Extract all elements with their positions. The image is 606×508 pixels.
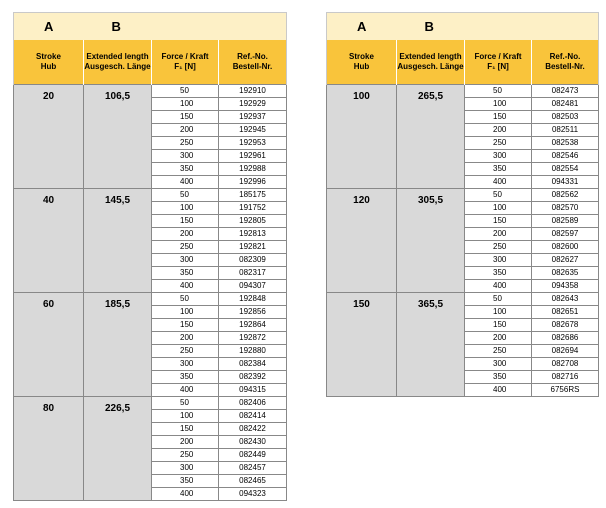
force-value: 350 [152, 475, 219, 488]
extended-length-value: 185,5 [84, 293, 152, 397]
table-row [14, 85, 287, 98]
ref-no-value: 082708 [532, 358, 599, 371]
force-value: 250 [152, 241, 219, 254]
table-row [14, 189, 287, 202]
ref-no-value: 094331 [532, 176, 599, 189]
ref-no-header-de: Bestell-Nr. [232, 62, 273, 71]
extended-length-header-de: Ausgesch. Länge [397, 62, 464, 71]
ref-no-value: 192945 [219, 124, 287, 137]
force-value: 400 [465, 280, 532, 293]
force-value: 50 [465, 85, 532, 98]
force-value: 50 [465, 189, 532, 202]
column-letter-b: B [397, 13, 465, 41]
force-value: 300 [152, 254, 219, 267]
force-value: 300 [152, 462, 219, 475]
ref-no-value: 082430 [219, 436, 287, 449]
ref-no-value: 082465 [219, 475, 287, 488]
stroke-header-de: Hub [40, 62, 57, 71]
force-value: 150 [152, 111, 219, 124]
force-value: 150 [465, 319, 532, 332]
ref-no-value: 192864 [219, 319, 287, 332]
ref-no-value: 082678 [532, 319, 599, 332]
force-value: 100 [152, 202, 219, 215]
force-value: 350 [152, 267, 219, 280]
force-value: 150 [465, 111, 532, 124]
stroke-header-en: Stroke [36, 52, 61, 61]
force-header-de: F₁ [N] [174, 62, 196, 71]
force-value: 150 [152, 215, 219, 228]
force-value: 50 [152, 293, 219, 306]
ref-no-value: 082503 [532, 111, 599, 124]
ab-header-spacer [465, 13, 599, 41]
ref-no-header [532, 40, 599, 85]
ref-no-value: 094323 [219, 488, 287, 501]
stroke-value: 60 [14, 293, 84, 397]
stroke-value: 150 [327, 293, 397, 397]
ref-no-value: 192910 [219, 85, 287, 98]
ref-no-value: 192961 [219, 150, 287, 163]
ref-no-value: 192848 [219, 293, 287, 306]
force-value: 150 [152, 423, 219, 436]
stroke-header-en: Stroke [349, 52, 374, 61]
ref-no-value: 192929 [219, 98, 287, 111]
force-value: 250 [152, 345, 219, 358]
extended-length-header-de: Ausgesch. Länge [84, 62, 151, 71]
ref-no-value: 082317 [219, 267, 287, 280]
extended-length-value: 145,5 [84, 189, 152, 293]
force-value: 350 [152, 371, 219, 384]
force-header-de: F₁ [N] [487, 62, 509, 71]
ref-no-value: 192996 [219, 176, 287, 189]
stroke-value: 80 [14, 397, 84, 501]
ref-no-value: 082643 [532, 293, 599, 306]
ref-no-value: 082511 [532, 124, 599, 137]
force-value: 150 [152, 319, 219, 332]
extended-length-value: 226,5 [84, 397, 152, 501]
ref-no-value: 192805 [219, 215, 287, 228]
force-value: 350 [152, 163, 219, 176]
ref-no-value: 082422 [219, 423, 287, 436]
force-value: 400 [465, 384, 532, 397]
force-value: 50 [465, 293, 532, 306]
force-value: 350 [465, 371, 532, 384]
ref-no-value: 192856 [219, 306, 287, 319]
force-value: 300 [465, 150, 532, 163]
column-header-row [327, 40, 599, 85]
force-value: 400 [152, 176, 219, 189]
ref-no-value: 082538 [532, 137, 599, 150]
force-value: 250 [465, 137, 532, 150]
table-row [14, 293, 287, 306]
force-value: 250 [152, 449, 219, 462]
ref-no-value: 082600 [532, 241, 599, 254]
force-header-en: Force / Kraft [161, 52, 209, 61]
extended-length-header-en: Extended length [399, 52, 462, 61]
force-value: 300 [465, 254, 532, 267]
ab-header-row [327, 13, 599, 41]
column-letter-a: A [14, 13, 84, 41]
ref-no-value: 082546 [532, 150, 599, 163]
extended-length-value: 265,5 [397, 85, 465, 189]
force-value: 100 [465, 306, 532, 319]
ref-no-value: 094358 [532, 280, 599, 293]
force-value: 100 [465, 202, 532, 215]
extended-length-header [397, 40, 465, 85]
ref-no-header [219, 40, 287, 85]
ref-no-value: 192988 [219, 163, 287, 176]
force-value: 400 [152, 488, 219, 501]
extended-length-value: 106,5 [84, 85, 152, 189]
force-value: 50 [152, 189, 219, 202]
ref-no-header-de: Bestell-Nr. [545, 62, 585, 71]
ref-no-value: 192937 [219, 111, 287, 124]
stroke-value: 120 [327, 189, 397, 293]
stroke-header [14, 40, 84, 85]
ref-no-value: 094307 [219, 280, 287, 293]
force-header [465, 40, 532, 85]
ref-no-value: 082392 [219, 371, 287, 384]
ref-no-value: 082406 [219, 397, 287, 410]
ref-no-value: 082473 [532, 85, 599, 98]
table-row [14, 397, 287, 410]
force-value: 200 [152, 332, 219, 345]
ref-no-value: 191752 [219, 202, 287, 215]
ref-no-value: 192953 [219, 137, 287, 150]
force-value: 250 [152, 137, 219, 150]
ref-no-value: 082384 [219, 358, 287, 371]
spec-table-right [326, 12, 599, 397]
table-row [327, 293, 599, 306]
ref-no-value: 082635 [532, 267, 599, 280]
ref-no-value: 094315 [219, 384, 287, 397]
stroke-value: 40 [14, 189, 84, 293]
force-value: 400 [465, 176, 532, 189]
force-value: 250 [465, 241, 532, 254]
force-value: 200 [465, 228, 532, 241]
ab-header-row [14, 13, 287, 41]
ref-no-value: 082589 [532, 215, 599, 228]
stroke-header [327, 40, 397, 85]
force-value: 100 [152, 306, 219, 319]
force-value: 150 [465, 215, 532, 228]
ref-no-header-en: Ref.-No. [549, 52, 581, 61]
force-value: 100 [465, 98, 532, 111]
column-letter-a: A [327, 13, 397, 41]
force-value: 200 [465, 332, 532, 345]
force-value: 300 [465, 358, 532, 371]
extended-length-value: 365,5 [397, 293, 465, 397]
force-value: 50 [152, 85, 219, 98]
ref-no-header-en: Ref.-No. [237, 52, 268, 61]
table-row [327, 85, 599, 98]
force-value: 300 [152, 150, 219, 163]
force-value: 350 [465, 163, 532, 176]
ref-no-value: 082686 [532, 332, 599, 345]
force-value: 200 [152, 436, 219, 449]
force-value: 250 [465, 345, 532, 358]
force-value: 100 [152, 410, 219, 423]
ref-no-value: 082481 [532, 98, 599, 111]
column-letter-b: B [84, 13, 152, 41]
ref-no-value: 082716 [532, 371, 599, 384]
force-value: 200 [152, 124, 219, 137]
force-header-en: Force / Kraft [474, 52, 522, 61]
ref-no-value: 082627 [532, 254, 599, 267]
stroke-value: 100 [327, 85, 397, 189]
column-header-row [14, 40, 287, 85]
force-value: 400 [152, 280, 219, 293]
extended-length-header [84, 40, 152, 85]
ref-no-value: 082570 [532, 202, 599, 215]
force-value: 200 [465, 124, 532, 137]
ref-no-value: 185175 [219, 189, 287, 202]
ref-no-value: 082597 [532, 228, 599, 241]
ref-no-value: 192872 [219, 332, 287, 345]
force-value: 350 [465, 267, 532, 280]
ab-header-spacer [152, 13, 287, 41]
ref-no-value: 192813 [219, 228, 287, 241]
ref-no-value: 082694 [532, 345, 599, 358]
table-row [327, 189, 599, 202]
ref-no-value: 082651 [532, 306, 599, 319]
spec-table-left [13, 12, 287, 501]
extended-length-header-en: Extended length [86, 52, 149, 61]
force-value: 50 [152, 397, 219, 410]
force-value: 400 [152, 384, 219, 397]
extended-length-value: 305,5 [397, 189, 465, 293]
ref-no-value: 6756RS [532, 384, 599, 397]
ref-no-value: 082449 [219, 449, 287, 462]
stroke-header-de: Hub [353, 62, 370, 71]
force-value: 100 [152, 98, 219, 111]
ref-no-value: 192821 [219, 241, 287, 254]
force-value: 200 [152, 228, 219, 241]
force-value: 300 [152, 358, 219, 371]
ref-no-value: 082414 [219, 410, 287, 423]
ref-no-value: 082554 [532, 163, 599, 176]
ref-no-value: 192880 [219, 345, 287, 358]
ref-no-value: 082309 [219, 254, 287, 267]
stroke-value: 20 [14, 85, 84, 189]
force-header [152, 40, 219, 85]
ref-no-value: 082457 [219, 462, 287, 475]
ref-no-value: 082562 [532, 189, 599, 202]
